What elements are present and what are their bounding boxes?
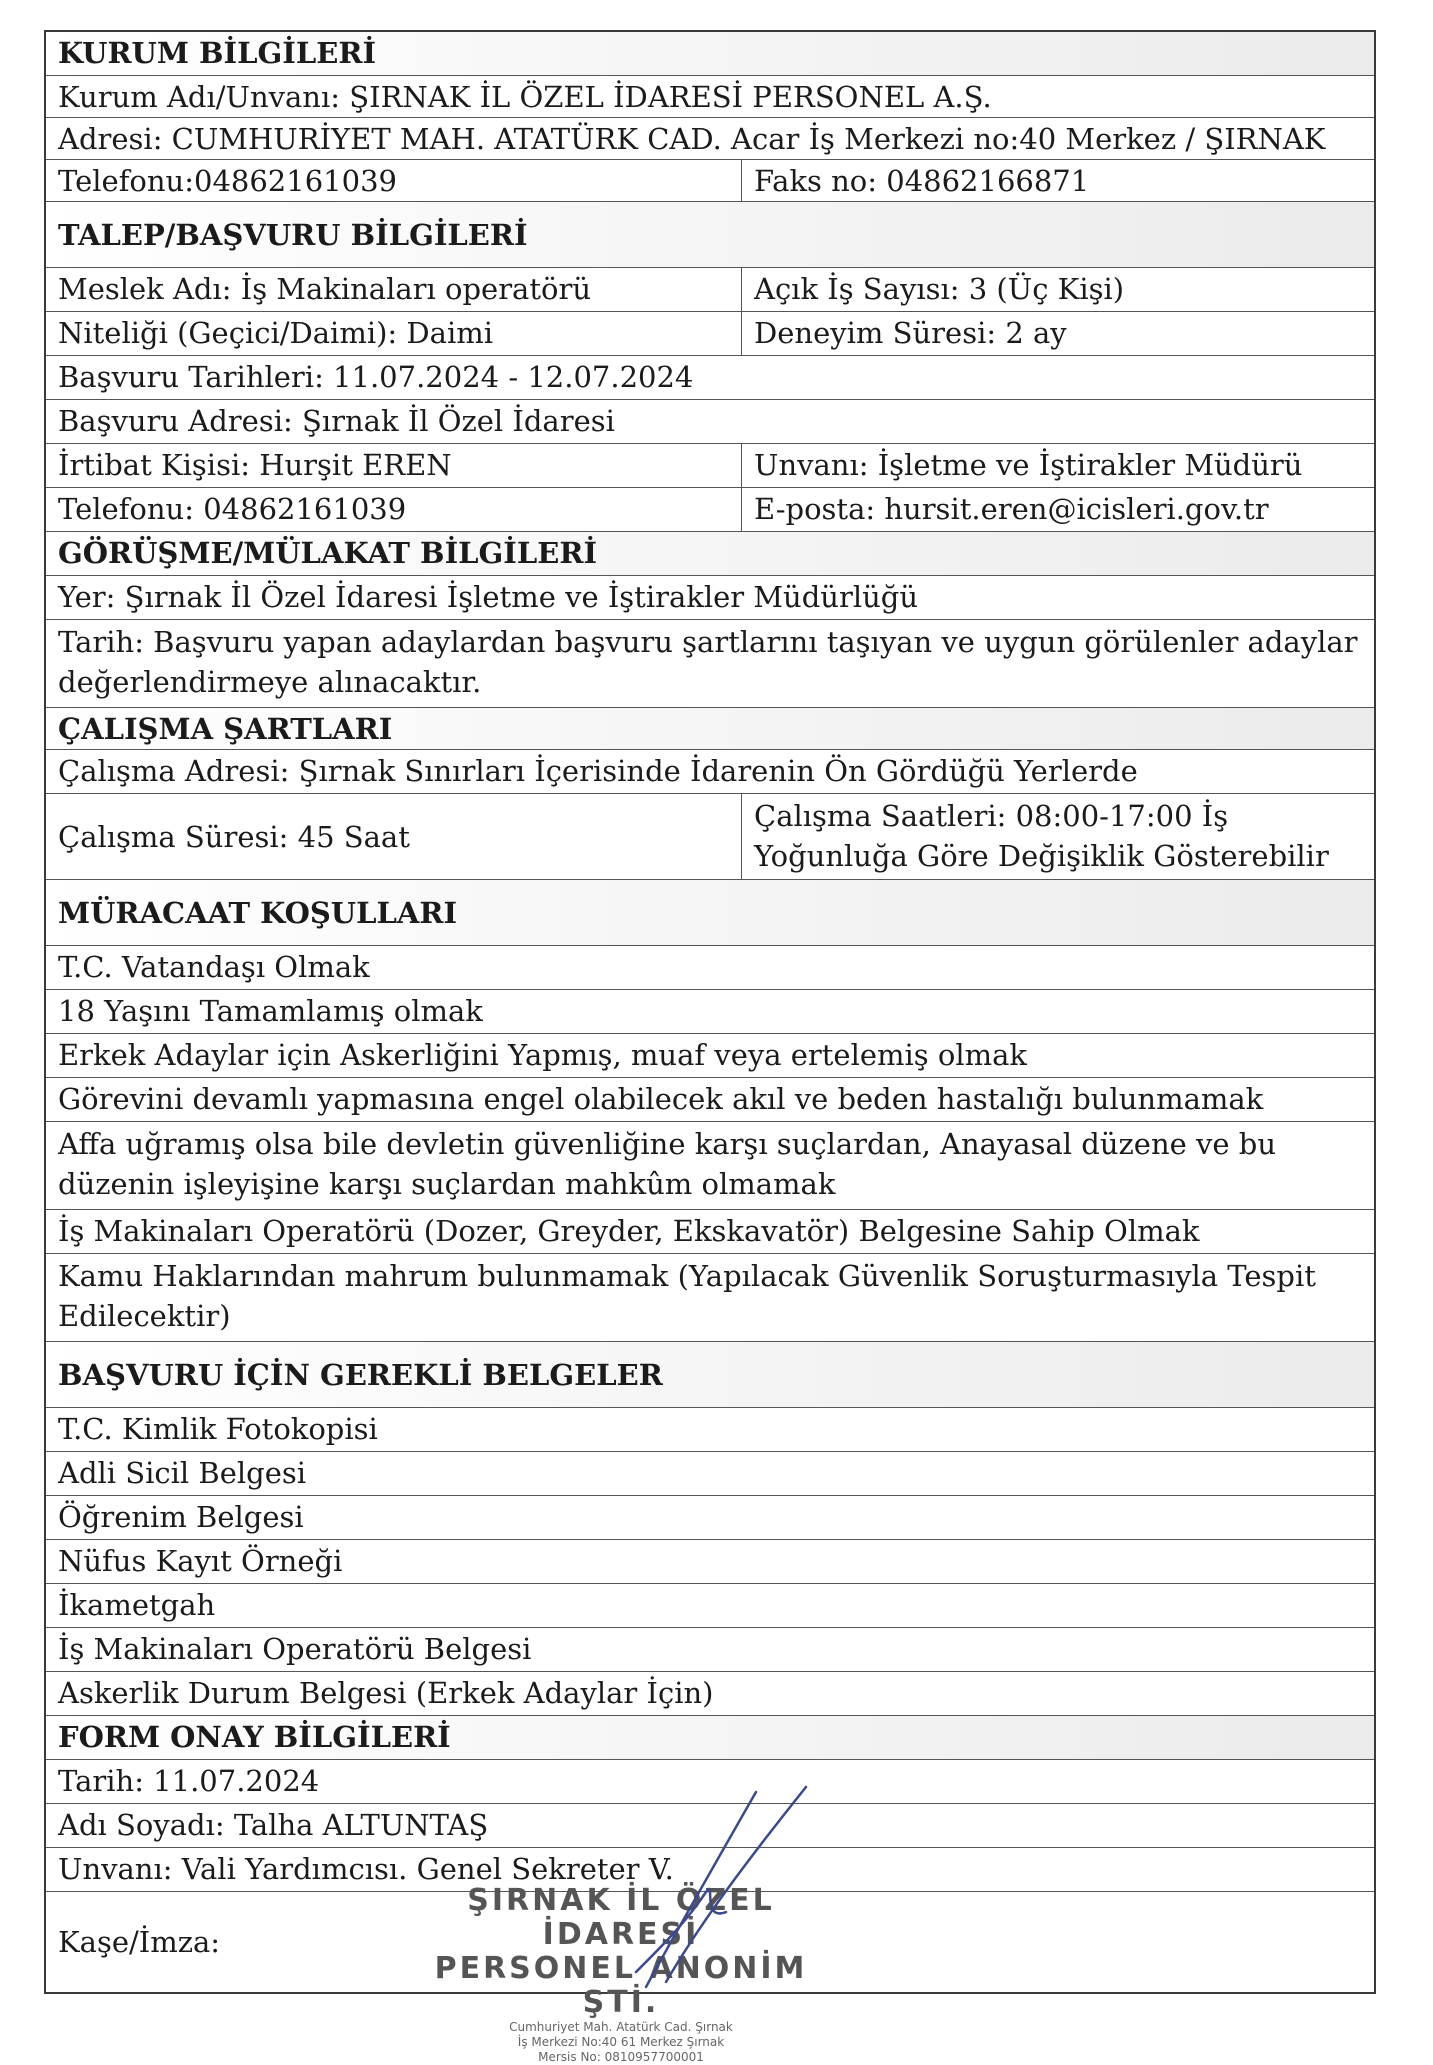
irtibat-kisisi: İrtibat Kişisi: Hurşit EREN	[46, 444, 742, 487]
list-item	[46, 1078, 1374, 1122]
calisma-adresi: Çalışma Adresi: Şırnak Sınırları İçerisinde İdarenin Ön Gördüğü Yerlerde	[58, 754, 1138, 788]
kurum-adres: Adresi: CUMHURİYET MAH. ATATÜRK CAD. Acar İş Merkezi no:40 Merkez / ŞIRNAK	[58, 122, 1326, 156]
form-row	[46, 160, 1374, 202]
form-row	[46, 1804, 1374, 1848]
list-item	[46, 1672, 1374, 1716]
form-row	[46, 356, 1374, 400]
list-item	[46, 1452, 1374, 1496]
stamp-line: ŞIRNAK İL ÖZEL İDARESİ	[467, 1883, 775, 1952]
belge-item: Öğrenim Belgesi	[58, 1500, 304, 1534]
kurum-faks: Faks no: 04862166871	[754, 164, 1090, 198]
kase-imza-label: Kaşe/İmza:	[58, 1925, 221, 1959]
section-header-belgeler	[46, 1342, 1374, 1408]
form-row	[46, 400, 1374, 444]
section-header-onay	[46, 1716, 1374, 1760]
section-header-gorusme	[46, 532, 1374, 576]
form-row	[46, 488, 1374, 532]
acik-is-sayisi: Açık İş Sayısı: 3 (Üç Kişi)	[754, 272, 1125, 306]
belge-item: Nüfus Kayıt Örneği	[58, 1544, 343, 1578]
muracaat-item: Erkek Adaylar için Askerliğini Yapmış, muaf veya ertelemiş olmak	[58, 1038, 1027, 1072]
muracaat-item: Affa uğramış olsa bile devletin güvenliğine karşı suçlardan, Anayasal düzene ve bu düzenin işleyişine karşı suçlardan mahkûm olmamak	[58, 1127, 1276, 1201]
section-title: GÖRÜŞME/MÜLAKAT BİLGİLERİ	[58, 536, 598, 570]
stamp-line: İş Merkezi No:40 61 Merkez Şırnak	[517, 2035, 725, 2049]
muracaat-item: T.C. Vatandaşı Olmak	[58, 950, 370, 984]
kurum-telefon: Telefonu:04862161039	[46, 160, 742, 201]
stamp-line: PERSONEL ANONİM ŞTİ.	[434, 1951, 808, 2020]
section-title: TALEP/BAŞVURU BİLGİLERİ	[58, 218, 528, 252]
irtibat-eposta: E-posta: hursit.eren@icisleri.gov.tr	[754, 492, 1269, 526]
list-item	[46, 1584, 1374, 1628]
list-item	[46, 1122, 1374, 1210]
form-row	[46, 118, 1374, 160]
irtibat-unvani: Unvanı: İşletme ve İştirakler Müdürü	[754, 448, 1303, 482]
muracaat-item: Görevini devamlı yapmasına engel olabilecek akıl ve beden hastalığı bulunmamak	[58, 1082, 1264, 1116]
signature-row	[46, 1883, 1374, 2064]
basvuru-tarihleri: Başvuru Tarihleri: 11.07.2024 - 12.07.2024	[58, 360, 694, 394]
kurum-adi: Kurum Adı/Unvanı: ŞIRNAK İL ÖZEL İDARESİ PERSONEL A.Ş.	[58, 80, 992, 114]
form-row	[46, 794, 1374, 880]
gorusme-tarih: Tarih: Başvuru yapan adaylardan başvuru şartlarını taşıyan ve uygun görülenler adaylar değerlendirmeye alınacaktır.	[58, 625, 1358, 699]
form-row	[46, 444, 1374, 488]
list-item	[46, 1254, 1374, 1342]
meslek-adi: Meslek Adı: İş Makinaları operatörü	[46, 268, 742, 311]
belge-item: Adli Sicil Belgesi	[58, 1456, 307, 1490]
section-header-kurum	[46, 32, 1374, 76]
muracaat-item: İş Makinaları Operatörü (Dozer, Greyder, Ekskavatör) Belgesine Sahip Olmak	[58, 1214, 1200, 1248]
muracaat-item: Kamu Haklarından mahrum bulunmamak (Yapılacak Güvenlik Soruşturmasıyla Tespit Edilecektir)	[58, 1259, 1316, 1333]
job-posting-form	[44, 30, 1376, 2064]
belge-item: T.C. Kimlik Fotokopisi	[58, 1412, 378, 1446]
section-header-calisma	[46, 708, 1374, 750]
list-item	[46, 1210, 1374, 1254]
deneyim-suresi: Deneyim Süresi: 2 ay	[754, 316, 1067, 350]
list-item	[46, 946, 1374, 990]
belge-item: Askerlik Durum Belgesi (Erkek Adaylar İçin)	[58, 1676, 714, 1710]
calisma-saatleri: Çalışma Saatleri: 08:00-17:00 İş Yoğunluğa Göre Değişiklik Gösterebilir	[754, 799, 1329, 873]
stamp-line: Mersis No: 0810957700001	[538, 2050, 704, 2064]
section-header-talep	[46, 202, 1374, 268]
irtibat-telefon: Telefonu: 04862161039	[46, 488, 742, 531]
form-row	[46, 268, 1374, 312]
section-title: KURUM BİLGİLERİ	[58, 36, 377, 70]
list-item	[46, 990, 1374, 1034]
form-row	[46, 620, 1374, 708]
section-title: BAŞVURU İÇİN GEREKLİ BELGELER	[58, 1358, 663, 1392]
basvuru-adresi: Başvuru Adresi: Şırnak İl Özel İdaresi	[58, 404, 615, 438]
gorusme-yer: Yer: Şırnak İl Özel İdaresi İşletme ve İştirakler Müdürlüğü	[58, 580, 919, 614]
form-row	[46, 312, 1374, 356]
onay-tarih: Tarih: 11.07.2024	[58, 1764, 320, 1798]
list-item	[46, 1034, 1374, 1078]
form-row	[46, 76, 1374, 118]
muracaat-item: 18 Yaşını Tamamlamış olmak	[58, 994, 483, 1028]
form-row	[46, 1760, 1374, 1804]
form-row	[46, 750, 1374, 794]
section-header-muracaat	[46, 880, 1374, 946]
onay-unvan: Unvanı: Vali Yardımcısı. Genel Sekreter V.	[58, 1852, 674, 1886]
list-item	[46, 1628, 1374, 1672]
list-item	[46, 1408, 1374, 1452]
nitelik: Niteliği (Geçici/Daimi): Daimi	[46, 312, 742, 355]
section-title: MÜRACAAT KOŞULLARI	[58, 896, 458, 930]
section-title: ÇALIŞMA ŞARTLARI	[58, 712, 393, 746]
belge-item: İkametgah	[58, 1588, 216, 1622]
onay-adsoyad: Adı Soyadı: Talha ALTUNTAŞ	[58, 1808, 489, 1842]
section-title: FORM ONAY BİLGİLERİ	[58, 1720, 451, 1754]
stamp-line: Cumhuriyet Mah. Atatürk Cad. Şırnak	[509, 2020, 733, 2034]
belge-item: İş Makinaları Operatörü Belgesi	[58, 1632, 532, 1666]
list-item	[46, 1540, 1374, 1584]
company-stamp	[406, 1883, 836, 2064]
list-item	[46, 1496, 1374, 1540]
form-row	[46, 576, 1374, 620]
calisma-suresi: Çalışma Süresi: 45 Saat	[46, 794, 742, 879]
